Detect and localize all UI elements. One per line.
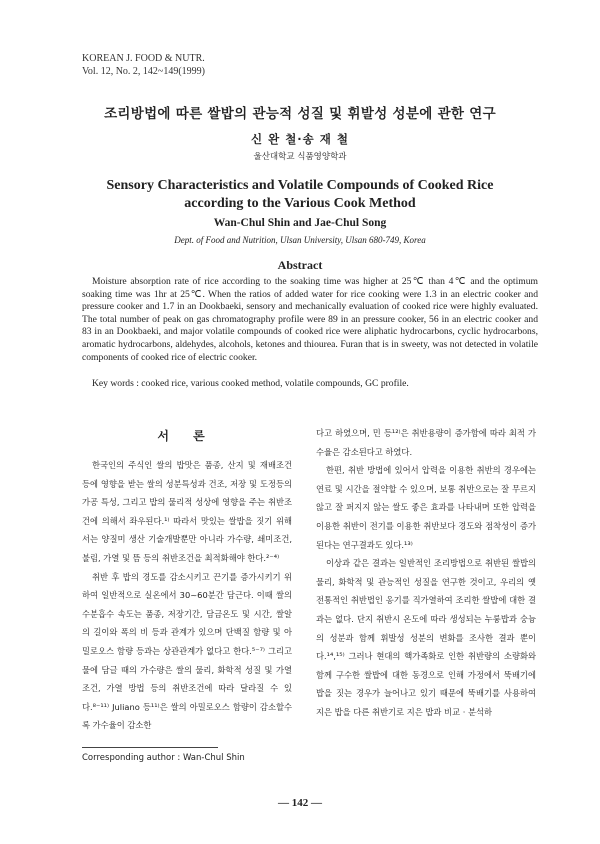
paragraph: 다고 하였으며, 민 등¹²⁾은 취반용량이 증가함에 따라 최적 가수율은 감소된다고 하였다.	[316, 428, 536, 457]
english-authors: Wan-Chul Shin and Jae-Chul Song	[213, 217, 387, 229]
english-title-line1: Sensory Characteristics and Volatile Compounds of Cooked Rice	[106, 178, 494, 193]
korean-affiliation: 울산대학교 식품영양학과	[253, 152, 347, 162]
paragraph: 한국인의 주식인 쌀의 밥맛은 품종, 산지 및 재배조건 등에 영향을 받는 쌀의 성분특성과 건조, 저장 및 도정등의 가공 특성, 그리고 밥의 물리적 성상에 영향을 주는 취반조건에 의해서 좌우된다.¹⁾ 따라서 맛있는 쌀밥을 짓기 위해서는 양질미 생산 기술개발뿐만 아니라 가수량, 쇄미조건, 불림, 가열 및 뜸 등의 취반조건을 최적화해야 한다.²⁻⁴⁾	[82, 460, 292, 563]
english-title	[0, 177, 600, 213]
page-number: — 142 —	[278, 797, 322, 809]
section-heading-introduction: 서 론	[157, 429, 215, 443]
right-column	[316, 424, 536, 722]
keywords: Key words : cooked rice, various cooked method, volatile compounds, GC profile.	[92, 378, 409, 389]
journal-volume: Vol. 12, No. 2, 142~149(1999)	[82, 66, 206, 77]
left-column	[82, 456, 292, 735]
english-title-line2: according to the Various Cook Method	[184, 196, 416, 211]
paragraph: 이상과 같은 결과는 일반적인 조리방법으로 취반된 쌀밥의 물리, 화학적 및 관능적인 성질을 연구한 것이고, 우리의 옛 전통적인 취반법인 옹기를 직가열하여 조리한 쌀밥에 대한 결과는 없다. 단지 취반시 온도에 따라 생성되는 누룽밥과 숭늉의 성분과 함께 휘발성 성분의 변화를 조사한 결과 뿐이다.¹⁴,¹⁵⁾ 그러나 현대의 핵가족화로 인한 취반량의 소량화와 함께 구수한 쌀밥에 대한 동경으로 인해 가정에서 뚝배기에 밥을 짓는 경우가 늘어나고 있기 때문에 뚝배기를 사용하여 지은 밥을 다른 취반기로 지은 밥과 비교 · 분석하	[316, 558, 536, 717]
journal-name: KOREAN J. FOOD & NUTR.	[82, 53, 205, 64]
korean-authors: 신 완 철·송 재 철	[250, 132, 350, 146]
abstract-heading: Abstract	[277, 258, 323, 272]
journal-citation	[82, 52, 205, 78]
korean-title: 조리방법에 따른 쌀밥의 관능적 성질 및 휘발성 성분에 관한 연구	[104, 106, 496, 122]
paragraph: 취반 후 밥의 경도를 감소시키고 끈기를 증가시키기 위하여 일반적으로 실온에서 30~60분간 담근다. 이때 쌀의 수분흡수 속도는 품종, 저장기간, 담금온도 및 시간, 쌀알의 길이와 폭의 비 등과 관계가 있으며 단백질 함량 및 아밀로오스 함량 등과는 상관관계가 없다고 한다.⁵⁻⁷⁾ 그리고 물에 담글 때의 가수량은 쌀의 물리, 화학적 성질 및 가열 조건, 가열 방법 등의 취반조건에 따라 달라질 수 있다.⁸⁻¹¹⁾ Juliano 등¹¹⁾은 쌀의 아밀로오스 함량이 감소할수록 가수율이 감소한	[82, 571, 292, 731]
paragraph: 한편, 취반 방법에 있어서 압력을 이용한 취반의 경우에는 연료 및 시간을 절약할 수 있으며, 보통 취반으로는 잘 무르지 않고 잘 퍼지지 않는 쌀도 좋은 효과를 나타내며 또한 압력을 이용한 취반이 전기를 이용한 취반보다 경도와 점착성이 증가된다는 연구결과도 있다.¹³⁾	[316, 465, 536, 550]
footnote-divider	[82, 747, 218, 748]
abstract-body: Moisture absorption rate of rice according to the soaking time was higher at 25℃ than 4℃ and the optimum soaking time was 1hr at 25℃. When the ratios of added water for rice cooking were 1.3 in an electric cooker and pressure cooker and 1.7 in an Dookbaeki, sensory and mechanically evaluation of cooked rice were highly evaluated. The total number of peak on gas chromatography profile were 89 in an pressure cooker, 56 in an electric cooker and 83 in an Dookbaeki, and major volatile compounds of cooked rice were aliphatic hydrocarbons, cyclic hydrocarbons, aromatic hydrocarbons, aldehydes, alcohols, ketones and thiourea. Furan that is in sweety, was not detected in volatile components of cooked rice of electric cooker.	[82, 276, 538, 363]
english-affiliation: Dept. of Food and Nutrition, Ulsan University, Ulsan 680-749, Korea	[174, 235, 426, 245]
corresponding-author-footnote: Corresponding author : Wan-Chul Shin	[82, 753, 245, 763]
